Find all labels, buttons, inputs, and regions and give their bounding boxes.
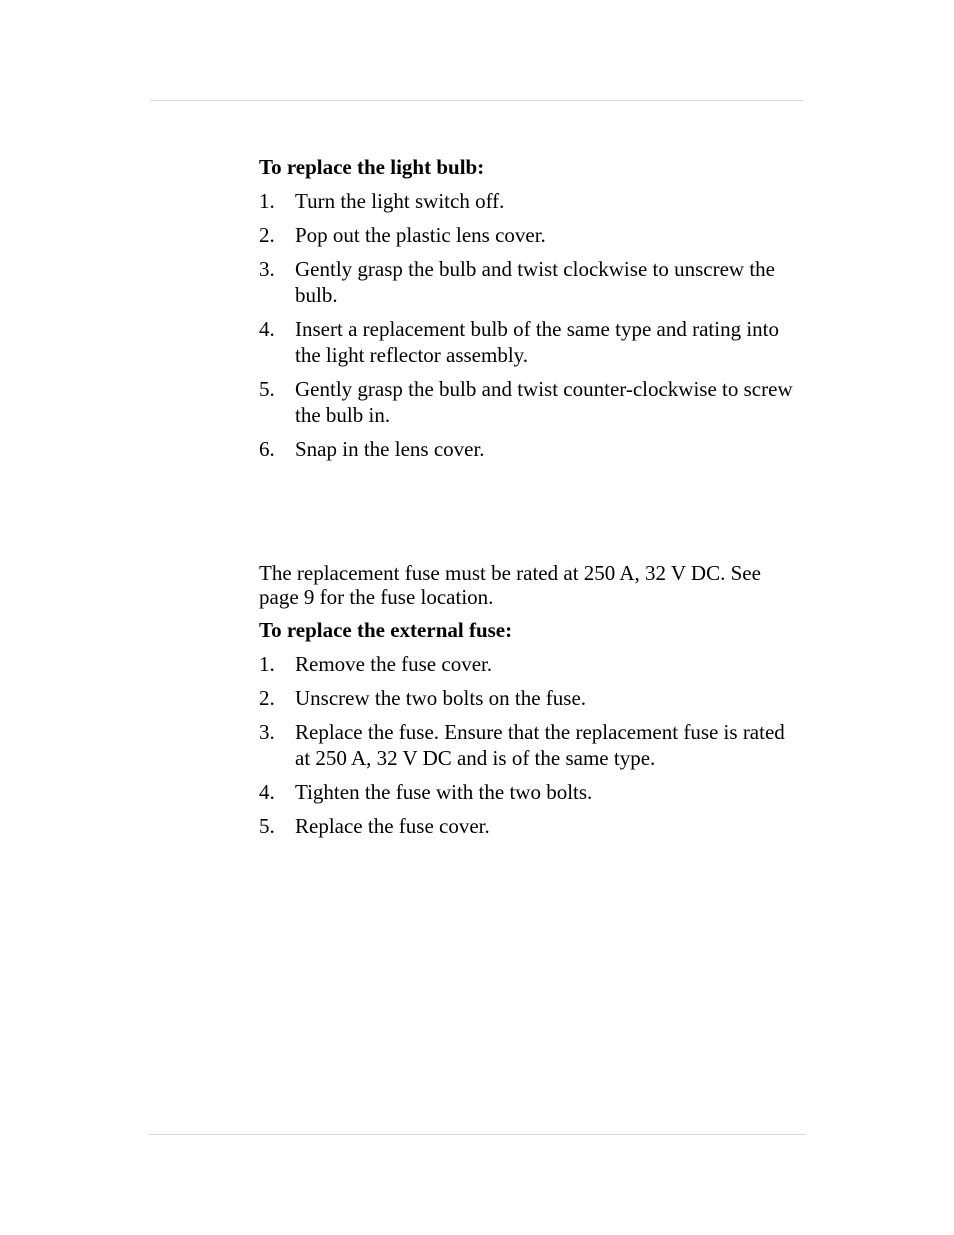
light-bulb-steps [259, 188, 804, 462]
list-item [259, 376, 804, 428]
step-number: 4. [259, 317, 275, 341]
list-item [259, 222, 804, 248]
step-text: Gently grasp the bulb and twist clockwise to unscrew the bulb. [295, 257, 775, 307]
step-number: 4. [259, 780, 275, 804]
step-number: 1. [259, 189, 275, 213]
list-item [259, 685, 804, 711]
list-item [259, 779, 804, 805]
step-number: 2. [259, 223, 275, 247]
step-text: Turn the light switch off. [295, 189, 505, 213]
step-text: Tighten the fuse with the two bolts. [295, 780, 593, 804]
external-fuse-heading: To replace the external fuse: [259, 618, 513, 642]
step-text: Remove the fuse cover. [295, 652, 493, 676]
step-text: Replace the fuse. Ensure that the replacement fuse is rated at 250 A, 32 V DC and is of the same type. [295, 720, 785, 770]
step-number: 1. [259, 652, 275, 676]
list-item [259, 719, 804, 771]
step-text: Pop out the plastic lens cover. [295, 223, 546, 247]
step-number: 3. [259, 257, 275, 281]
list-item [259, 256, 804, 308]
header-divider [150, 100, 804, 101]
light-bulb-heading: To replace the light bulb: [259, 155, 485, 179]
footer-divider [148, 1134, 806, 1135]
step-text: Insert a replacement bulb of the same type and rating into the light reflector assembly. [295, 317, 779, 367]
list-item [259, 813, 804, 839]
step-number: 5. [259, 377, 275, 401]
step-number: 5. [259, 814, 275, 838]
external-fuse-section [259, 561, 804, 847]
step-text: Unscrew the two bolts on the fuse. [295, 686, 587, 710]
step-text: Gently grasp the bulb and twist counter-clockwise to screw the bulb in. [295, 377, 793, 427]
step-number: 2. [259, 686, 275, 710]
step-number: 6. [259, 437, 275, 461]
fuse-intro-paragraph: The replacement fuse must be rated at 250 A, 32 V DC. See page 9 for the fuse location. [259, 561, 761, 609]
list-item [259, 188, 804, 214]
list-item [259, 651, 804, 677]
step-text: Snap in the lens cover. [295, 437, 485, 461]
list-item [259, 436, 804, 462]
external-fuse-steps [259, 651, 804, 839]
list-item [259, 316, 804, 368]
step-number: 3. [259, 720, 275, 744]
light-bulb-section [259, 154, 804, 470]
step-text: Replace the fuse cover. [295, 814, 490, 838]
